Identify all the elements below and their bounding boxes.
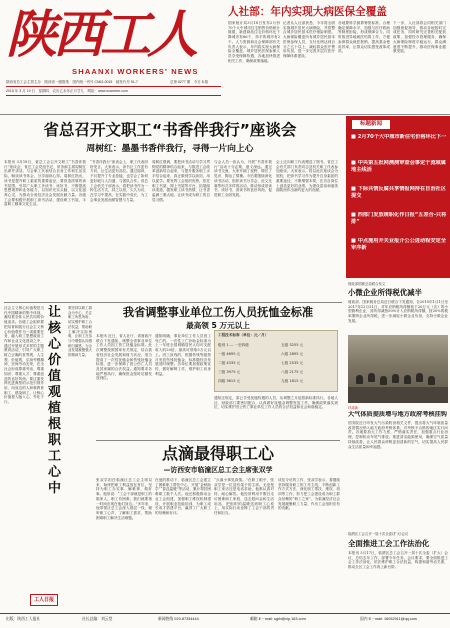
third-story-col1: 张双学担任临潼区总工会主席以来，始终把职工利益放在首位，坚持为职工办实事、解难事、做好事。他常说：“工会干部就是职工的娘家人，职工有困难，我们就要第一时间出现在他们身边。”多年来，他带领区总工会深入基层一线，倾听职工心声，了解职工需求，帮助困难职工解决生活难题。 xyxy=(96,478,152,520)
news-item[interactable]: ■ 西部门发放统职化作日报“五差合-只将排” xyxy=(351,212,447,225)
ad2-headline: 全面推进工会工作法治化 xyxy=(348,539,430,548)
second-story-col2: 通知明确，事业单位工作人员因工死亡的，一次性工亡补助金标准为上一年度全国城镇居民人均可支配收入的20倍，最高可领取5万元以上。因工致残的，根据伤残等级按月发放伤残抚恤金，标准随经济发展适时调整。各单位要加强政策宣传，做好解释工作，维护职工切身利益。 xyxy=(155,334,211,376)
main-headline: 省总召开文职工“书香伴我行”座谈会 xyxy=(43,121,297,139)
table-row: 二级 4335 元 xyxy=(218,361,241,365)
table-row: 三级 3975 元 xyxy=(218,370,241,374)
top-story-headline: 人社部：年内实现大病医保全覆盖 xyxy=(228,6,387,18)
main-story-col2: “书香伴我行”座谈会上，职工代表纷纷发言。大家表示，读书让工作更有方向，让生活更有品位。通过阅读，不仅提升了专业技能，也学会了如何更好地与人沟通、与团队合作。省总工会机关干部表示，将把读书作为一种生活方式，持之以恒，久久为功，在学习中提高，在实践中成长，为工会事业发展贡献智慧与力量。 xyxy=(90,160,148,202)
third-story-col2: 在他的推动下，临潼区总工会建立了困难职工帮扶中心，开展“金秋助学”“春送温暖”等活动，累计帮扶困难职工数千人次。他还积极推动企业工会组建，加强职工维权机制建设，开展职业技能培训，为职工成长成才搭建平台，赢得了广大职工的信赖和好评。 xyxy=(155,478,211,515)
ad-headline: 大气体质提质增与地方政府考核挂钩 xyxy=(348,411,447,418)
table-row: 五级 3255 元 xyxy=(281,343,304,347)
seal-stamp: 工人日报 xyxy=(30,594,58,606)
ad-kicker: 环球新： xyxy=(348,406,362,410)
ad2-kicker: 临渭区工会召开一届十次全委(扩大)会议 xyxy=(348,532,409,536)
commentary-vertical-headline: 让核心价值观植根职工心中 xyxy=(48,305,62,496)
finance-headline: 小微企业所得税优减半 xyxy=(348,288,422,297)
ad-body: 国务院近日印发大气污染防治相关文件，提出将大气环境质量改善情况纳入地方政府考核体系，对考核不合格的地区实行问责。各地要加大工作力度，严格落实责任，加强重点行业治理，控制机动车尾气排放，推进清洁能源使用，确保空气质量持续改善，让人民群众呼吸更加清新的空气，切实提高人民群众生活质量和幸福感。 xyxy=(348,421,448,449)
table-row: 七级 2535 元 xyxy=(281,361,304,365)
standards-table xyxy=(214,330,338,392)
masthead-meta3: 2015 年 3 月 19 日 星期四 农历乙未年正月廿九 网址：www.sxworker.com xyxy=(6,89,128,93)
third-story-col3: “点滴小事见真情。”在职工眼中，张双学是一位没有架子的主席。无论是职工来访还是电话求助，他都认真对待，耐心解答。他经常利用节假日走访困难职工家庭，送去慰问金和生活用品，把组织的温暖送到职工心坎上，用实际行动诠释了工会干部的责任和担当。 xyxy=(214,478,274,515)
masthead-rule-bottom xyxy=(6,95,221,96)
top-story-col3: 各地要科学测算筹资标准，合理确定保障水平，加强与医疗救助等制度衔接，形成保障合力。同时推进异地就医结算工作，方便参保群众就医报销，提高基金使用效率，让群众切实感受改革成效。 xyxy=(338,21,390,54)
main-story-col3: 周树红强调，要把读书活动与学习贯彻党的精神结合起来，与推进工会改革创新结合起来，与提升服务职工水平结合起来，真正做到学以致用、用以促学。要发挥工会组织优势，依托职工书屋、网上书屋等平台，拓展阅读渠道，激发职工读书热情，让书香溢满三秦大地，让读书成为职工的自觉习惯。 xyxy=(152,160,210,202)
second-story-headline: 我省调整事业单位工伤人员抚恤金标准 xyxy=(122,306,314,319)
masthead-rule xyxy=(6,86,221,87)
masthead-english: SHAANXI WORKERS' NEWS xyxy=(72,67,199,76)
news-item[interactable]: ■ 中点施用开关业报介公公进动程安定全审序新 xyxy=(351,238,446,251)
main-subhead: 周树红：墨墨书香伴我行，寻得一片向上心 xyxy=(86,144,254,154)
table-row: 一级 4695 元 xyxy=(218,352,241,356)
divider xyxy=(4,302,342,303)
footer-email[interactable]: 邮箱 E－mail: sgrb@vip.163.com xyxy=(250,617,306,621)
second-story-col1: 本报讯 近日，省人社厅、省财政厅联合下发通知，调整全省事业单位工作人员因工伤亡抚恤金标准。此次调整按照国家有关规定，结合我省经济社会发展和财力状况，适当提高了一次性抚恤金和伤残抚恤金标准，进一步保障了因公伤亡人员及其家属的合法权益。通知要求各地严格执行，确保资金按时足额发放到位。 xyxy=(96,334,152,381)
masthead-meta2: 总第 6277 期 今日 8 版 xyxy=(170,80,209,84)
footer-editor: 社长总编：刘云堂 xyxy=(82,617,113,621)
top-story-col4: 下一步，人社部将会同相关部门加强督促指导，推动各地按时完成任务，同时研究完善相关配套政策，加强经办管理服务，确保大病保险制度平稳运行，群众满意度不断提升，推动医保事业健康发展。 xyxy=(393,21,446,54)
top-story-col2: 记者从人社部获悉，今年将全面实施城乡居民大病保险，并将整合城乡居民基本医疗保险制度。大病保险覆盖所有城乡居民基本医保参保人员，支付比例达到百分之五十以上，减轻群众医疗费用负担，进一步完善多层次医疗保障体系建设。 xyxy=(283,21,335,58)
news-item[interactable]: ■ 2月70个大中城市新住宅价格环比下一 xyxy=(351,134,447,140)
table-row: 六级 2895 元 xyxy=(281,352,304,356)
footer-hotline: 新闻热线 029-87334444 xyxy=(158,617,199,621)
headline-news-tag: 标题新闻 xyxy=(352,120,390,129)
table-row: 级别 1 — 一至四级 xyxy=(218,343,249,347)
news-item[interactable]: ■ 中央第五批网测测审查会事定于流域属地主线活 xyxy=(351,160,446,173)
commentary-col1: 社会主义核心价值观是当代中国精神的集中体现，凝结着全体人民共同的价值追求。各级工会组织要把培育和践行社会主义核心价值观作为一项重要任务，融入职工思想政治工作和企业文化建设之中，通过开展形式多样的主题教育活动，引导广大职工树立正确的世界观、人生观、价值观，弘扬劳模精神，崇尚劳动光荣，在全社会形成尊重劳动、尊重知识、尊重人才、尊重创造的良好风尚。要注重发挥先进典型的示范引领作用，用身边的人和事教育职工、感染职工，让核心价值观入脑入心，外化于行。 xyxy=(4,306,44,405)
divider xyxy=(0,114,450,115)
table-row: 九级 1815 元 xyxy=(281,379,304,383)
second-story-col3: 通知还规定，原已享受抚恤待遇的人员，从调整之月起按新标准执行。各地人社、财政部门要密切配合，认真做好抚恤金调整发放工作，确保政策落实到位，切实维护因公伤亡事业单位工作人员的合法权益和社会和谐稳定。 xyxy=(214,396,338,410)
masthead-meta1: 陕西省总工会主管主办 陕西省一级报纸 国内统一刊号 CN61-0015 邮发代号 51-7 xyxy=(6,80,138,84)
news-item[interactable]: ■ 下际共情反腐共享情报网持在自治社区提交 xyxy=(351,186,446,199)
main-story-col1: 本报讯 3月18日，省总工会召开文职工“书香伴我行”座谈会，省总工会党组书记、常务副主席周树红出席并讲话。与会职工代表结合自身工作和生活实际，畅谈读书体会，分享阅读心得。周树红指出，读书是提升职工素质的重要途径，要营造浓厚的读书氛围，引导广大职工多读书、读好书，不断提高思想境界和业务能力，以知识充实头脑，以文化滋养心灵，为推动全省经济社会发展贡献力量。各级工会要积极开展职工读书活动，建设职工书屋，丰富职工精神文化生活。 xyxy=(4,160,86,207)
second-story-subhead: 最高领 5 万元以上 xyxy=(186,321,250,330)
divider xyxy=(96,440,340,441)
ad2-body: 本报讯 3月17日，临渭区总工会召开一届十次全委（扩大）会议，总结去年工作，部署今年任务。会议要求，要全面推进工会工作法治化，依法维护职工合法权益，构建和谐劳动关系，推动全区工会工作再上新台阶。 xyxy=(348,551,448,570)
table-row: 四级 3615 元 xyxy=(218,379,241,383)
masthead-title: 陕西工人 xyxy=(6,5,195,65)
main-story-col5: 会上还向职工代表赠送了图书。省总工会有关部门负责同志及机关职工代表参加座谈。大家表示，将以此次座谈会为契机，把读书学习作为提升自身素质的重要途径，不断增强本领，在各自岗位上创造更好的业绩，为建设富裕和谐美丽陕西作出新的更大的贡献。 xyxy=(276,160,338,193)
footer-email-2[interactable]: 国内 E－mail: 16052911@qq.com xyxy=(360,617,417,621)
finance-kicker: 财政部国税总局联合发文 xyxy=(348,282,386,286)
third-story-col4: 谈及今后的工作，张双学表示，将继续坚持服务职工的工作主线，不断创新工作方式方法，深化职工帮扶、维权、培训等工作，努力把工会建设成为职工群众信赖的“职工之家”，为临潼经济社会发展凝聚职工力量，作出工会组织应有的贡献。 xyxy=(278,478,340,511)
meeting-photo xyxy=(348,335,448,403)
top-story-col1: 国家统计局3月18日发布2月份70个大中城市住宅销售价格统计数据，新建商品住宅价格环比下降城市有66个，持平的城市有2个。人力资源和社会保障部有关负责人表示，年内将实现大病保险全覆盖，城乡居民医保参保人员享受保障待遇，各地加快推进相关工作，确保政策落地。 xyxy=(228,21,280,63)
table-row: 八级 2175 元 xyxy=(281,370,304,374)
commentary-col2: 要坚持以职工群众为中心，关注职工所思所盼，切实维护职工合法权益，帮助职工解决实际困难，让职工在参与中增强认同感和归属感，为企业发展凝聚强大的精神力量。 xyxy=(68,306,92,358)
finance-body: 财政部、国家税务总局近日联合下发通知，自2015年1月1日至2017年12月31日，对年应纳税所得额低于20万元（含）的小型微利企业，其所得减按50%计入应纳税所得额，按20%的税率缴纳企业所得税，进一步减轻小微企业负担，支持小微企业发展。 xyxy=(348,300,448,323)
footer-publisher: 出版：陕西工人报社 xyxy=(6,617,41,621)
third-story-subhead: —访西安市临潼区总工会主席张双学 xyxy=(163,466,273,474)
third-story-headline: 点滴最得职工心 xyxy=(161,444,274,463)
standards-table-title: 工程技术标准（单位：元／月） xyxy=(218,333,269,337)
main-story-col4: 与会人员一致认为，开展“书香伴我行”活动十分必要，意义深远。通过读书交流，大家开阔了视野、增长了见识、陶冶了情操。今后要继续深化读书活动，组织读书分享会、征文比赛等形式多样的活动，推动形成爱读书、读好书、善读书的良好风尚，促进职工全面发展。 xyxy=(214,160,272,197)
